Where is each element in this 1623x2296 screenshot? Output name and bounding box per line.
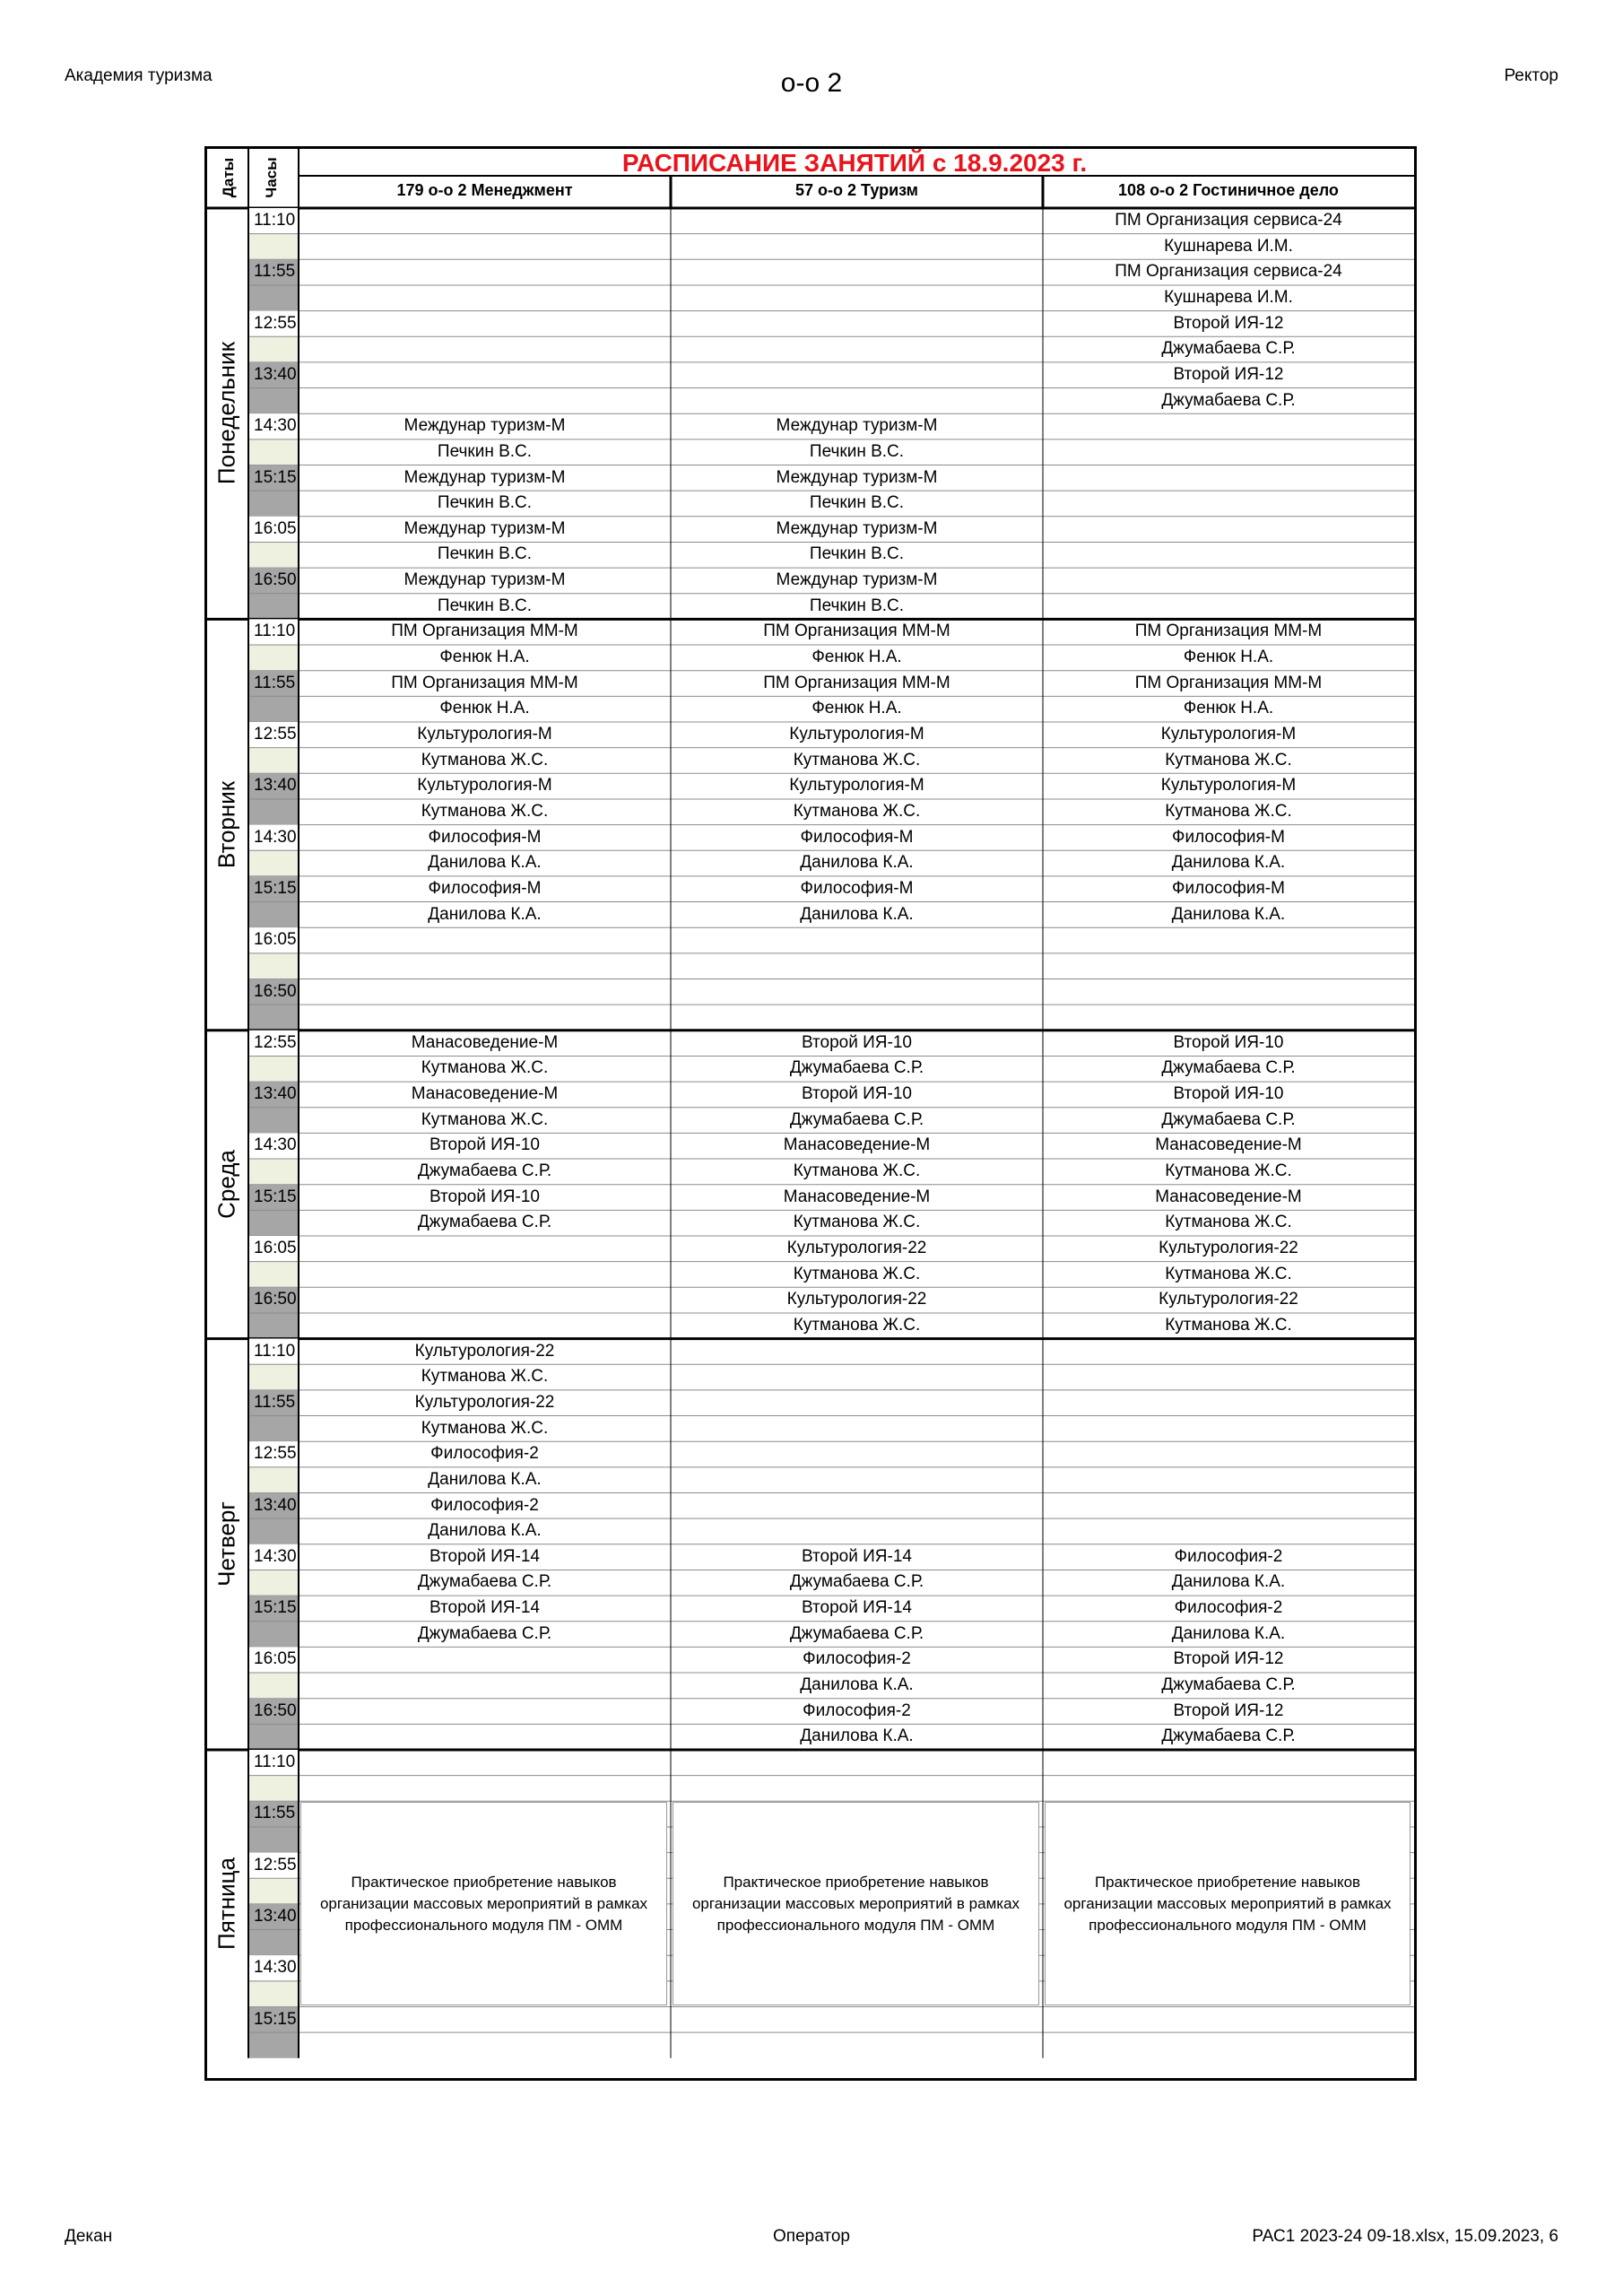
- time-label: 11:55: [254, 262, 296, 282]
- column-header-2: 57 о-о 2 Туризм: [795, 181, 918, 199]
- lesson-subject: Междунар туризм-М: [776, 416, 938, 436]
- practice-note: Практическое приобретение навыков организации массовых мероприятий в рамках профессионального модуля ПМ - ОММ: [1045, 1802, 1410, 2005]
- time-label: 14:30: [254, 1546, 297, 1566]
- column-header-1: 179 о-о 2 Менеджмент: [396, 181, 573, 199]
- lesson-teacher: Фенюк Н.А.: [1183, 648, 1274, 667]
- time-label: 14:30: [254, 416, 297, 436]
- lesson-teacher: Джумабаева С.Р.: [417, 1572, 552, 1592]
- lesson-subject: Философия-М: [800, 878, 914, 898]
- lesson-subject: Второй ИЯ-10: [1173, 1032, 1284, 1052]
- lesson-subject: Междунар туризм-М: [776, 570, 938, 590]
- time-label: 16:05: [254, 1649, 297, 1669]
- lesson-teacher: Данилова К.А.: [428, 853, 542, 873]
- lesson-teacher: Данилова К.А.: [1171, 853, 1286, 873]
- lesson-subject: Второй ИЯ-14: [802, 1598, 912, 1618]
- time-label: 11:55: [254, 1804, 296, 1823]
- lesson-subject: Второй ИЯ-14: [802, 1546, 912, 1566]
- day-name: Пятница: [213, 1857, 240, 1950]
- lesson-teacher: Фенюк Н.А.: [439, 648, 530, 667]
- lesson-teacher: Кутманова Ж.С.: [421, 1058, 549, 1078]
- lesson-subject: Философия-2: [430, 1495, 539, 1515]
- lesson-teacher: Печкин В.С.: [437, 493, 533, 513]
- lesson-teacher: Кутманова Ж.С.: [793, 750, 921, 770]
- lesson-subject: Второй ИЯ-10: [1173, 1084, 1284, 1104]
- lesson-teacher: Джумабаева С.Р.: [1161, 339, 1296, 359]
- lesson-teacher: Данилова К.А.: [1171, 1572, 1286, 1592]
- lesson-subject: Манасоведение-М: [411, 1084, 559, 1104]
- time-label: 14:30: [254, 1958, 297, 1978]
- lesson-subject: Культурология-22: [414, 1392, 555, 1412]
- lesson-teacher: Кутманова Ж.С.: [1165, 801, 1292, 821]
- lesson-teacher: Печкин В.С.: [809, 596, 905, 615]
- lesson-subject: Манасоведение-М: [411, 1032, 559, 1052]
- lesson-teacher: Печкин В.С.: [437, 596, 533, 615]
- time-label: 15:15: [254, 1598, 297, 1618]
- lesson-subject: Второй ИЯ-12: [1173, 364, 1284, 384]
- lesson-teacher: Кутманова Ж.С.: [1165, 1161, 1292, 1181]
- time-label: 16:50: [254, 1290, 297, 1309]
- lesson-teacher: Кутманова Ж.С.: [1165, 1213, 1292, 1232]
- lesson-subject: Междунар туризм-М: [404, 467, 566, 487]
- lesson-teacher: Кутманова Ж.С.: [793, 801, 921, 821]
- time-label: 16:50: [254, 1700, 297, 1720]
- lesson-teacher: Фенюк Н.А.: [812, 648, 902, 667]
- lesson-teacher: Кутманова Ж.С.: [1165, 1264, 1292, 1283]
- lesson-teacher: Кутманова Ж.С.: [793, 1161, 921, 1181]
- time-label: 15:15: [254, 878, 297, 898]
- lesson-teacher: Джумабаева С.Р.: [789, 1623, 924, 1643]
- lesson-subject: Культурология-М: [789, 776, 924, 796]
- lesson-subject: ПМ Организация ММ-М: [763, 622, 950, 641]
- lesson-teacher: Джумабаева С.Р.: [1161, 1109, 1296, 1129]
- lesson-subject: Второй ИЯ-14: [430, 1598, 540, 1618]
- lesson-teacher: Джумабаева С.Р.: [417, 1213, 552, 1232]
- lesson-teacher: Данилова К.А.: [428, 1521, 542, 1541]
- time-label: 11:10: [254, 1752, 296, 1771]
- lesson-subject: ПМ Организация ММ-М: [1134, 622, 1323, 641]
- lesson-subject: Культурология-М: [789, 725, 924, 744]
- practice-note: Практическое приобретение навыков организации массовых мероприятий в рамках профессионального модуля ПМ - ОММ: [673, 1802, 1039, 2005]
- lesson-subject: Культурология-22: [1159, 1239, 1298, 1257]
- lesson-teacher: Данилова К.А.: [428, 904, 542, 924]
- time-label: 13:40: [254, 1084, 297, 1104]
- lesson-teacher: Данилова К.А.: [800, 904, 914, 924]
- lesson-teacher: Данилова К.А.: [1171, 1623, 1286, 1643]
- lesson-teacher: Кутманова Ж.С.: [421, 1109, 549, 1129]
- lesson-subject: Второй ИЯ-12: [1173, 313, 1284, 333]
- lesson-teacher: Данилова К.А.: [800, 1726, 914, 1746]
- lesson-subject: Междунар туризм-М: [404, 570, 566, 590]
- lesson-subject: Культурология-22: [414, 1341, 555, 1361]
- lesson-teacher: Кутманова Ж.С.: [421, 801, 549, 821]
- lesson-subject: Философия-2: [803, 1700, 911, 1720]
- lesson-teacher: Данилова К.А.: [1171, 904, 1286, 924]
- schedule-title: РАСПИСАНИЕ ЗАНЯТИЙ с 18.9.2023 г.: [621, 149, 1088, 177]
- time-label: 13:40: [254, 1495, 297, 1515]
- lesson-subject: ПМ Организация ММ-М: [1134, 673, 1323, 692]
- time-label: 15:15: [254, 2009, 297, 2029]
- lesson-teacher: Кушнарева И.М.: [1164, 287, 1293, 307]
- lesson-subject: ПМ Организация ММ-М: [391, 673, 578, 692]
- hours-header: Часы: [263, 157, 280, 198]
- lesson-subject: Междунар туризм-М: [776, 467, 938, 487]
- lesson-teacher: Печкин В.С.: [809, 544, 905, 564]
- lesson-subject: Культурология-22: [786, 1290, 927, 1309]
- practice-note: Практическое приобретение навыков организации массовых мероприятий в рамках профессионального модуля ПМ - ОММ: [300, 1802, 667, 2005]
- lesson-teacher: Джумабаева С.Р.: [789, 1572, 924, 1592]
- time-label: 11:10: [254, 622, 296, 641]
- lesson-subject: Манасоведение-М: [1155, 1187, 1302, 1206]
- time-label: 12:55: [254, 725, 297, 744]
- lesson-teacher: Кушнарева И.М.: [1164, 236, 1293, 256]
- header-left: Академия туризма: [65, 66, 213, 85]
- time-label: 13:40: [254, 776, 297, 796]
- time-label: 11:55: [254, 673, 296, 692]
- lesson-teacher: Джумабаева С.Р.: [789, 1109, 924, 1129]
- day-name: Четверг: [213, 1500, 240, 1587]
- lesson-subject: Философия-2: [1174, 1598, 1283, 1618]
- lesson-subject: Философия-М: [428, 827, 542, 847]
- time-label: 15:15: [254, 1187, 297, 1206]
- time-label: 13:40: [254, 1906, 297, 1926]
- lesson-teacher: Печкин В.С.: [809, 493, 905, 513]
- lesson-subject: Междунар туризм-М: [404, 518, 566, 538]
- lesson-subject: Философия-М: [1172, 878, 1285, 898]
- lesson-subject: ПМ Организация ММ-М: [391, 622, 578, 641]
- lesson-subject: Культурология-М: [1160, 776, 1297, 796]
- lesson-subject: Философия-2: [430, 1444, 539, 1464]
- lesson-subject: Философия-М: [1172, 827, 1285, 847]
- lesson-subject: Культурология-М: [417, 776, 552, 796]
- lesson-subject: ПМ Организация сервиса-24: [1115, 262, 1342, 282]
- time-label: 16:05: [254, 518, 297, 538]
- lesson-subject: ПМ Организация ММ-М: [763, 673, 950, 692]
- time-label: 12:55: [254, 1855, 297, 1874]
- lesson-teacher: Печкин В.С.: [809, 441, 905, 461]
- lesson-subject: Второй ИЯ-10: [802, 1084, 912, 1104]
- lesson-teacher: Кутманова Ж.С.: [421, 750, 549, 770]
- day-name: Среда: [213, 1149, 240, 1219]
- time-label: 16:05: [254, 930, 297, 950]
- time-label: 16:50: [254, 981, 297, 1001]
- lesson-teacher: Фенюк Н.А.: [1183, 699, 1274, 718]
- lesson-subject: Второй ИЯ-10: [430, 1135, 540, 1155]
- lesson-teacher: Кутманова Ж.С.: [1165, 750, 1292, 770]
- time-label: 13:40: [254, 364, 297, 384]
- header-center: о-о 2: [780, 68, 843, 98]
- time-label: 14:30: [254, 1135, 297, 1155]
- lesson-subject: Манасоведение-М: [783, 1187, 931, 1206]
- day-name: Понедельник: [213, 342, 240, 485]
- footer-right: РАС1 2023-24 09-18.xlsx, 15.09.2023, 6: [1252, 2227, 1558, 2246]
- lesson-teacher: Кутманова Ж.С.: [421, 1418, 549, 1438]
- lesson-teacher: Кутманова Ж.С.: [793, 1264, 921, 1283]
- lesson-teacher: Джумабаева С.Р.: [789, 1058, 924, 1078]
- column-header-3: 108 о-о 2 Гостиничное дело: [1118, 181, 1339, 199]
- lesson-subject: Культурология-22: [1159, 1290, 1298, 1309]
- lesson-teacher: Кутманова Ж.С.: [793, 1315, 921, 1335]
- lesson-teacher: Печкин В.С.: [437, 441, 533, 461]
- header-right: Ректор: [1504, 66, 1558, 85]
- lesson-subject: Междунар туризм-М: [404, 416, 566, 436]
- time-label: 15:15: [254, 467, 297, 487]
- time-label: 12:55: [254, 313, 297, 333]
- lesson-teacher: Джумабаева С.Р.: [1161, 1675, 1296, 1695]
- lesson-subject: Второй ИЯ-14: [430, 1546, 540, 1566]
- lesson-subject: Философия-М: [800, 827, 914, 847]
- time-label: 12:55: [254, 1444, 297, 1464]
- lesson-subject: Манасоведение-М: [1155, 1135, 1302, 1155]
- time-label: 14:30: [254, 827, 297, 847]
- lesson-subject: Философия-2: [1174, 1546, 1283, 1566]
- lesson-subject: Второй ИЯ-10: [802, 1032, 912, 1052]
- time-label: 11:10: [254, 211, 296, 230]
- lesson-teacher: Данилова К.А.: [428, 1469, 542, 1489]
- footer-center: Оператор: [773, 2227, 850, 2246]
- lesson-subject: Культурология-М: [1160, 725, 1297, 744]
- lesson-teacher: Кутманова Ж.С.: [421, 1367, 549, 1387]
- lesson-teacher: Джумабаева С.Р.: [417, 1161, 552, 1181]
- schedule-table: [204, 146, 1417, 2081]
- lesson-teacher: Джумабаева С.Р.: [1161, 1058, 1296, 1078]
- lesson-subject: Философия-2: [803, 1649, 911, 1669]
- footer-left: Декан: [65, 2227, 113, 2246]
- time-label: 11:55: [254, 1392, 296, 1412]
- time-label: 16:05: [254, 1239, 297, 1257]
- lesson-subject: Культурология-22: [786, 1239, 927, 1257]
- lesson-subject: Философия-М: [428, 878, 542, 898]
- lesson-teacher: Фенюк Н.А.: [439, 699, 530, 718]
- lesson-teacher: Джумабаева С.Р.: [417, 1623, 552, 1643]
- lesson-teacher: Джумабаева С.Р.: [1161, 1726, 1296, 1746]
- lesson-teacher: Кутманова Ж.С.: [793, 1213, 921, 1232]
- lesson-teacher: Фенюк Н.А.: [812, 699, 902, 718]
- lesson-teacher: Джумабаева С.Р.: [1161, 390, 1296, 410]
- lesson-subject: Второй ИЯ-12: [1173, 1649, 1284, 1669]
- lesson-subject: Междунар туризм-М: [776, 518, 938, 538]
- lesson-subject: ПМ Организация сервиса-24: [1115, 211, 1342, 230]
- lesson-subject: Второй ИЯ-10: [430, 1187, 540, 1206]
- lesson-subject: Манасоведение-М: [783, 1135, 931, 1155]
- lesson-teacher: Данилова К.А.: [800, 1675, 914, 1695]
- lesson-teacher: Данилова К.А.: [800, 853, 914, 873]
- time-label: 11:10: [254, 1341, 296, 1361]
- dates-header: Даты: [220, 157, 237, 198]
- lesson-teacher: Кутманова Ж.С.: [1165, 1315, 1292, 1335]
- time-label: 12:55: [254, 1032, 297, 1052]
- lesson-subject: Культурология-М: [417, 725, 552, 744]
- lesson-subject: Второй ИЯ-12: [1173, 1700, 1284, 1720]
- time-label: 16:50: [254, 570, 297, 590]
- day-name: Вторник: [213, 780, 240, 868]
- lesson-teacher: Печкин В.С.: [437, 544, 533, 564]
